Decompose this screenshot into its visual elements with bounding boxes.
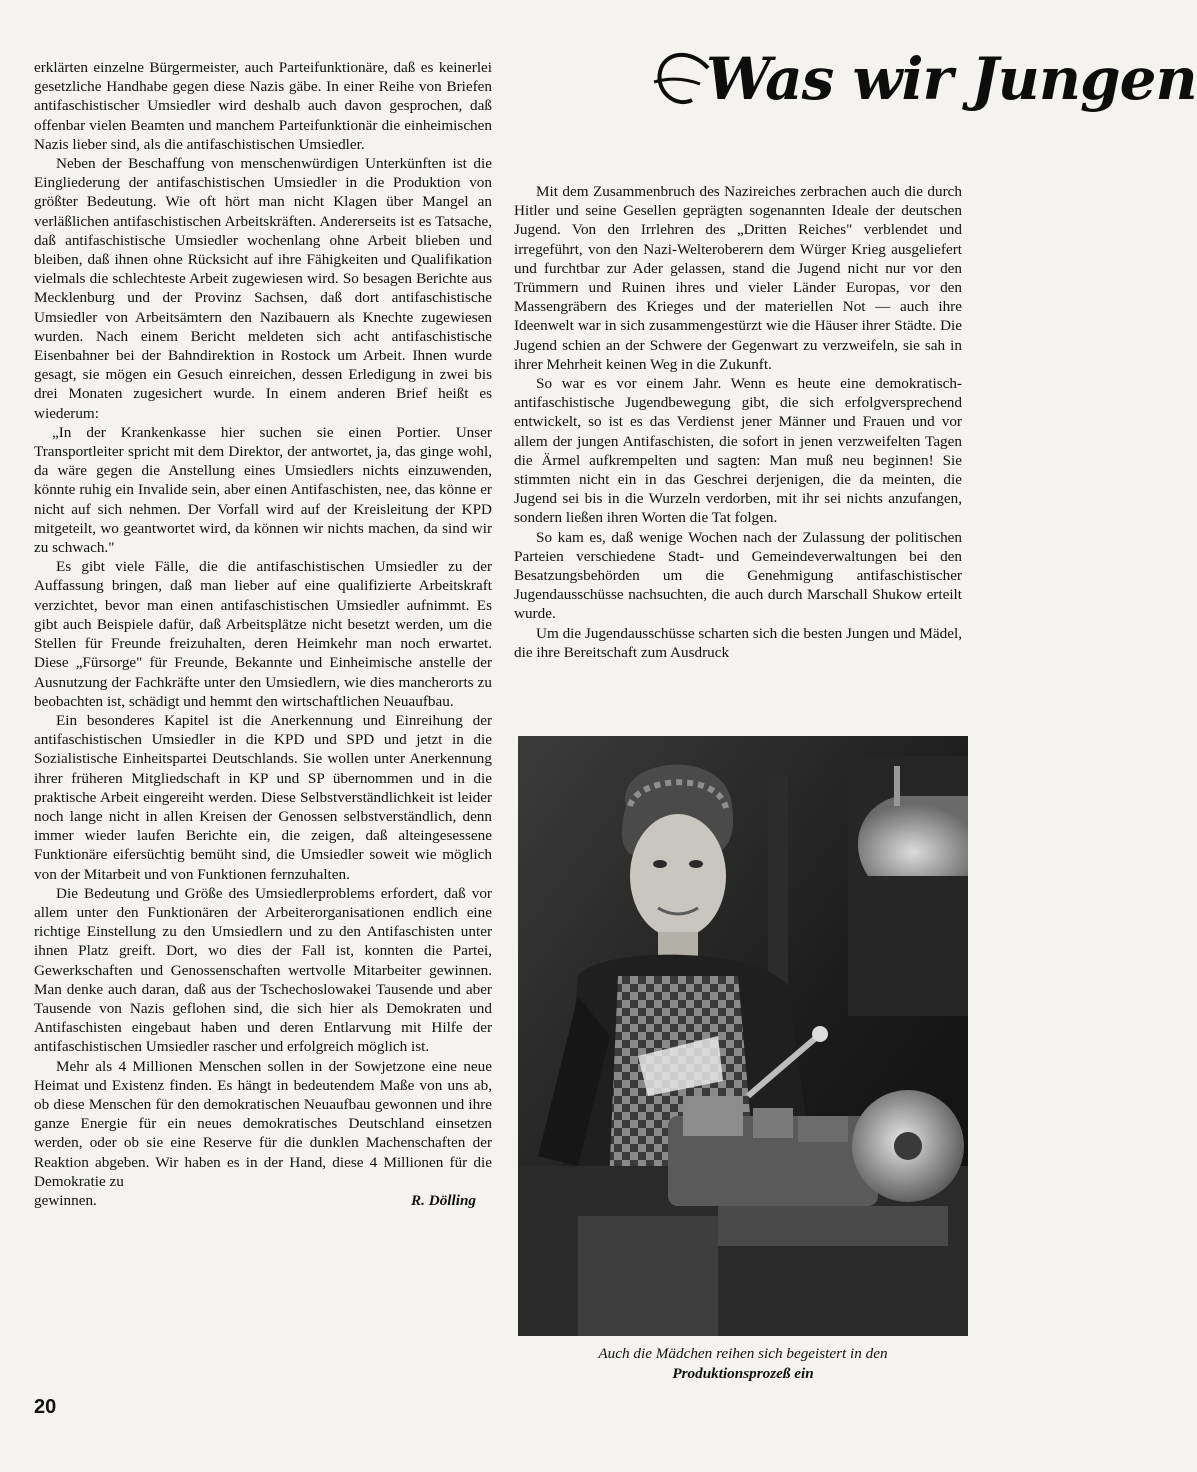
- page-number: 20: [34, 1396, 57, 1418]
- caption-line-2: Produktionsprozeß ein: [672, 1365, 814, 1382]
- left-quote: „In der Krankenkasse hier suchen sie einen Portier. Unser Transportleiter spricht mit dem Direktor, der antwortet, ja, das ginge wohl, da wäre gegen die Anstellung eines Umsiedlers nichts einzuwenden, könnte ruhig ein Invalide sein, aber einen Antifaschisten, nee, das könne er nicht auf sich nehmen. Der Vorfall wird auf der Kreisleitung der KPD mitgeteilt, wo geantwortet wird, da können wir nichts machen, da sind wir zu schwach.": [34, 423, 492, 557]
- left-paragraph-6-end: gewinnen.: [34, 1191, 97, 1209]
- photo-girl-at-lathe: [518, 736, 968, 1336]
- left-paragraph-2: Neben der Beschaffung von menschenwürdigen Unterkünften ist die Eingliederung der antifaschistischen Umsiedler in die Produktion von größter Bedeutung. Wie oft hört man nicht Klagen über Mangel an verläßlichen antifaschistischen Arbeitskräften. Andererseits ist es Tatsache, daß antifaschistische Umsiedler wochenlang ohne Arbeit blieben und bleiben, daß ihnen ohne Rücksicht auf ihre Fähigkeiten und Qualifikation vielmals die schlechteste Arbeit zugewiesen wird. So besagen Berichte aus Mecklenburg und der Provinz Sachsen, daß dort antifaschistische Umsiedler von Arbeitsämtern den Nazibauern als Knechte zugewiesen wurden. Nach einem Bericht meldeten sich acht antifaschistische Eisenbahner bei der Bahndirektion in Rostock um Arbeit. Ihnen wurde gesagt, sie mögen ein Gesuch einreichen, dessen Erledigung in zwei bis drei Monaten zugesichert wurde. In einem anderen Brief heißt es wiederum:: [34, 155, 492, 422]
- left-article-column: [34, 58, 492, 1210]
- caption-line-1: Auch die Mädchen reihen sich begeistert in den: [598, 1345, 888, 1362]
- left-paragraph-4: Ein besonderes Kapitel ist die Anerkennung und Einreihung der antifaschistischen Umsiedler in die KPD und SPD und jetzt in die Sozialistische Einheitspartei Deutschlands. Sie wollen unter Anerkennung ihrer früheren Mitgliedschaft in KP und SP übernommen und in die praktische Arbeit eingereiht werden. Diese Selbstverständlichkeit ist leider noch lange nicht in allen Kreisen der Genossen selbstverständlich, denn immer wieder laufen Berichte ein, die zeigen, daß alteingesessene Funktionäre eifersüchtig bemüht sind, die Umsiedler soweit wie möglich von der Mitarbeit und von Funktionen fernzuhalten.: [34, 711, 492, 883]
- headline-swash-icon: [650, 38, 710, 128]
- headline-text: Was wir Jungen: [706, 45, 1197, 113]
- right-paragraph-4: Um die Jugendausschüsse scharten sich die besten Jungen und Mädel, die ihre Bereitschaft zum Ausdruck: [514, 624, 962, 661]
- headline: [650, 38, 1197, 128]
- signature-line: [34, 1191, 492, 1210]
- right-paragraph-3: So kam es, daß wenige Wochen nach der Zulassung der politischen Parteien verschiedene Stadt- und Gemeindeverwaltungen bei den Besatzungsbehörden um die Genehmigung antifaschistischer Jugendausschüsse nachsuchten, die auch durch Marschall Shukow erteilt wurde.: [514, 528, 962, 623]
- photo-image: [518, 736, 968, 1336]
- right-paragraph-2: So war es vor einem Jahr. Wenn es heute eine demokratisch-antifaschistische Jugendbewegung gibt, die sich erfolgversprechend entwickelt, so ist es das Verdienst jener Männer und Frauen und vor allem der jungen Antifaschisten, die sofort in jenen verzweifelten Tagen die Ärmel aufkrempelten und sagten: Man muß neu beginnen! Sie stimmten nicht ein in das Geschrei derjenigen, die da meinten, die Jugend sei bis in die Wurzeln verdorben, mit ihr sei nichts anzufangen, sondern ließen ihren Worten die Tat folgen.: [514, 375, 962, 527]
- left-paragraph-6: Mehr als 4 Millionen Menschen sollen in der Sowjetzone eine neue Heimat und Existenz finden. Es hängt in bedeutendem Maße von uns ab, ob diese Menschen für den demokratischen Neuaufbau gewonnen und ihre ganze Energie für ein neues demokratisches Deutschland einsetzen werden, oder ob sie eine Reserve für die dunklen Machenschaften der Reaktion abgeben. Wir haben es in der Hand, diese 4 Millionen für die Demokratie zu: [34, 1057, 492, 1190]
- left-paragraph-1: erklärten einzelne Bürgermeister, auch Parteifunktionäre, daß es keinerlei gesetzliche Handhabe gegen diese Nazis gäbe. In einer Reihe von Briefen antifaschistischer Umsiedler wird deshalb auch davon gesprochen, daß offenbar vielen Beamten und manchem Parteifunktionär die einheimischen Nazis lieber sind, als die antifaschistischen Umsiedler.: [34, 59, 492, 153]
- left-paragraph-5: Die Bedeutung und Größe des Umsiedlerproblems erfordert, daß vor allem unter den Funktionären der Arbeiterorganisationen endlich eine richtige Einstellung zu den Umsiedlern und zu den Antifaschisten unter ihnen Platz greift. Dort, wo dies der Fall ist, konnten die Partei, Gewerkschaften und Genossenschaften wertvolle Mitarbeiter gewinnen. Man denke auch daran, daß aus der Tschechoslowakei Tausende und aber Tausende von Nazis geflohen sind, die sich hier als Demokraten und Antifaschisten eingebaut haben und deren Entlarvung mit Hilfe der antifaschistischen Umsiedler rascher und erfolgreich möglich ist.: [34, 884, 492, 1056]
- right-paragraph-1: Mit dem Zusammenbruch des Nazireiches zerbrachen auch die durch Hitler und seine Gesellen geprägten sogenannten Ideale der deutschen Jugend. Von den Irrlehren des „Dritten Reiches" verblendet und irregeführt, von den Nazi-Welteroberern dem Würger Krieg ausgeliefert und furchtbar zur Ader gelassen, stand die Jugend nicht nur vor den Trümmern und Ruinen ihres und vieler Länder Europas, vor den Massengräbern des Krieges und der materiellen Not — auch ihre Ideenwelt war in sich zusammengestürzt wie die Häuser ihrer Städte. Die Jugend schien an der Schwere der Gegenwart zu verzweifeln, sie sah in ihrer Mehrheit keinen Weg in die Zukunft.: [514, 183, 962, 373]
- left-paragraph-3: Es gibt viele Fälle, die die antifaschistischen Umsiedler zu der Auffassung bringen, daß man lieber auf eine qualifizierte Arbeitskraft verzichtet, bevor man einen antifaschistischen Umsiedler aufnimmt. Es gibt auch Beispiele dafür, daß Arbeitsplätze nicht besetzt werden, um die Stellen für Freunde freizuhalten, deren Heimkehr man noch erwartet. Diese „Fürsorge" für Freunde, Bekannte und Einheimische anstelle der Ausnutzung der Fachkräfte unter den Umsiedlern, wie dies mancherorts zu beobachten ist, schädigt und hemmt den wirtschaftlichen Neuaufbau.: [34, 558, 492, 710]
- photo-caption: [518, 1344, 968, 1384]
- author-signature: R. Dölling: [411, 1191, 476, 1209]
- right-article-column: [514, 182, 962, 662]
